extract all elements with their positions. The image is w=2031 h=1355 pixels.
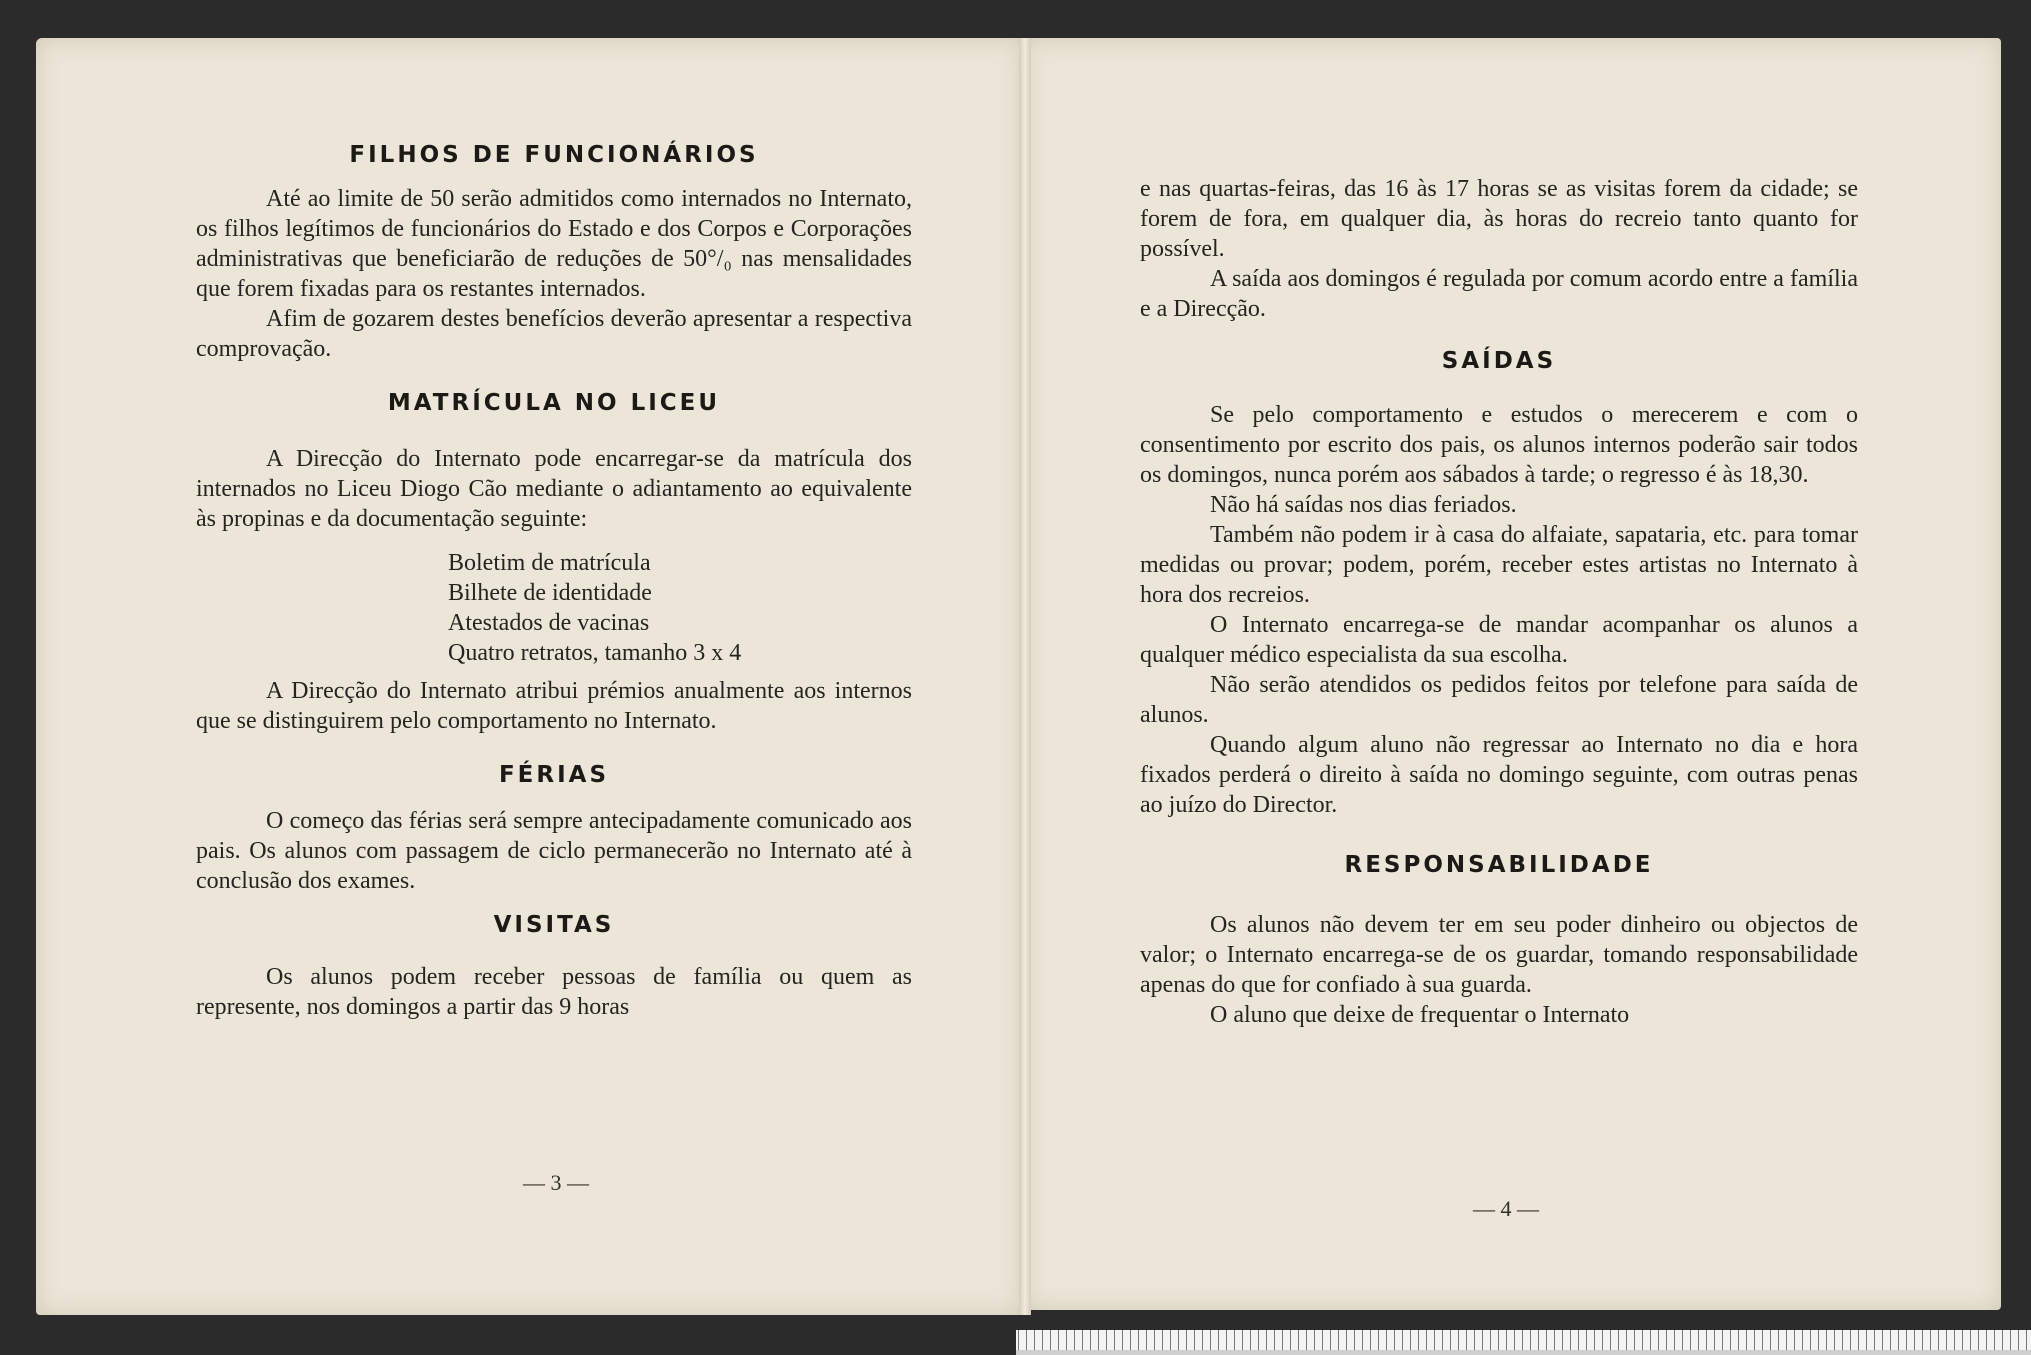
ferias-paragraph-1: O começo das férias será sempre antecipadamente comunicado aos pais. Os alunos com passagem de ciclo permanecerão no Internato até à conclusão dos exames. — [196, 808, 912, 894]
scale-ruler-bar — [1016, 1350, 2031, 1355]
responsabilidade-paragraph-2: O aluno que deixe de frequentar o Internato — [1210, 1002, 1630, 1028]
saidas-paragraph-1: Se pelo comportamento e estudos o merecerem e com o consentimento por escrito dos pais, os alunos internos poderão sair todos os domingos, nunca porém aos sábados à tarde; o regresso é às 18,30. — [1140, 402, 1858, 488]
filhos-paragraph-1: Até ao limite de 50 serão admitidos como internados no Internato, os filhos legítimos de funcionários do Estado e dos Corpos e Corporações administrativas que beneficiarão de reduções de 50°/₀ nas mensalidades que forem fixadas para os restantes internados. — [196, 186, 912, 302]
heading-visitas: VISITAS — [493, 912, 615, 938]
visitas-paragraph-1: Os alunos podem receber pessoas de família ou quem as represente, nos domingos a partir das 9 horas — [196, 964, 912, 1020]
document-item: Quatro retratos, tamanho 3 x 4 — [448, 640, 742, 666]
heading-responsabilidade: RESPONSABILIDADE — [1344, 852, 1654, 878]
filhos-paragraph-2: Afim de gozarem destes benefícios deverão apresentar a respectiva comprovação. — [196, 306, 912, 362]
heading-saidas: SAÍDAS — [1441, 348, 1557, 374]
visitas-continued: e nas quartas-feiras, das 16 às 17 horas se as visitas forem da cidade; se forem de fora, em qualquer dia, às horas do recreio tanto quanto for possível. — [1140, 176, 1858, 262]
book-gutter — [1019, 38, 1031, 1315]
document-item: Boletim de matrícula — [448, 550, 651, 576]
matricula-paragraph-1: A Direcção do Internato pode encarregar-se da matrícula dos internados no Liceu Diogo Cão mediante o adiantamento ao equivalente às propinas e da documentação seguinte: — [196, 446, 912, 532]
saidas-paragraph-6: Quando algum aluno não regressar ao Internato no dia e hora fixados perderá o direito à saída no domingo seguinte, com outras penas ao juízo do Director. — [1140, 732, 1858, 818]
document-item: Atestados de vacinas — [448, 610, 650, 636]
saidas-paragraph-4: O Internato encarrega-se de mandar acompanhar os alunos a qualquer médico especialista da sua escolha. — [1140, 612, 1858, 668]
responsabilidade-paragraph-1: Os alunos não devem ter em seu poder dinheiro ou objectos de valor; o Internato encarrega-se de os guardar, tomando responsabilidade apenas do que for confiado à sua guarda. — [1140, 912, 1858, 998]
heading-filhos: FILHOS DE FUNCIONÁRIOS — [349, 142, 759, 168]
document-list — [448, 548, 912, 668]
page-number-left: — 3 — — [523, 1170, 589, 1195]
right-page-text — [1140, 174, 1858, 1030]
document-item: Bilhete de identidade — [448, 580, 652, 606]
saidas-paragraph-2: Não há saídas nos dias feriados. — [1210, 492, 1517, 518]
saidas-paragraph-5: Não serão atendidos os pedidos feitos por telefone para saída de alunos. — [1140, 672, 1858, 728]
heading-ferias: FÉRIAS — [498, 762, 610, 788]
heading-matricula: MATRÍCULA NO LICEU — [387, 390, 721, 416]
matricula-paragraph-2: A Direcção do Internato atribui prémios anualmente aos internos que se distinguirem pelo comportamento no Internato. — [196, 678, 912, 734]
saidas-paragraph-3: Também não podem ir à casa do alfaiate, sapataria, etc. para tomar medidas ou provar; podem, porém, receber estes artistas no Internato à hora dos recreios. — [1140, 522, 1858, 608]
left-page-text — [196, 140, 912, 1022]
page-number-right: — 4 — — [1473, 1196, 1539, 1221]
visitas-paragraph-2: A saída aos domingos é regulada por comum acordo entre a família e a Direcção. — [1140, 266, 1858, 322]
